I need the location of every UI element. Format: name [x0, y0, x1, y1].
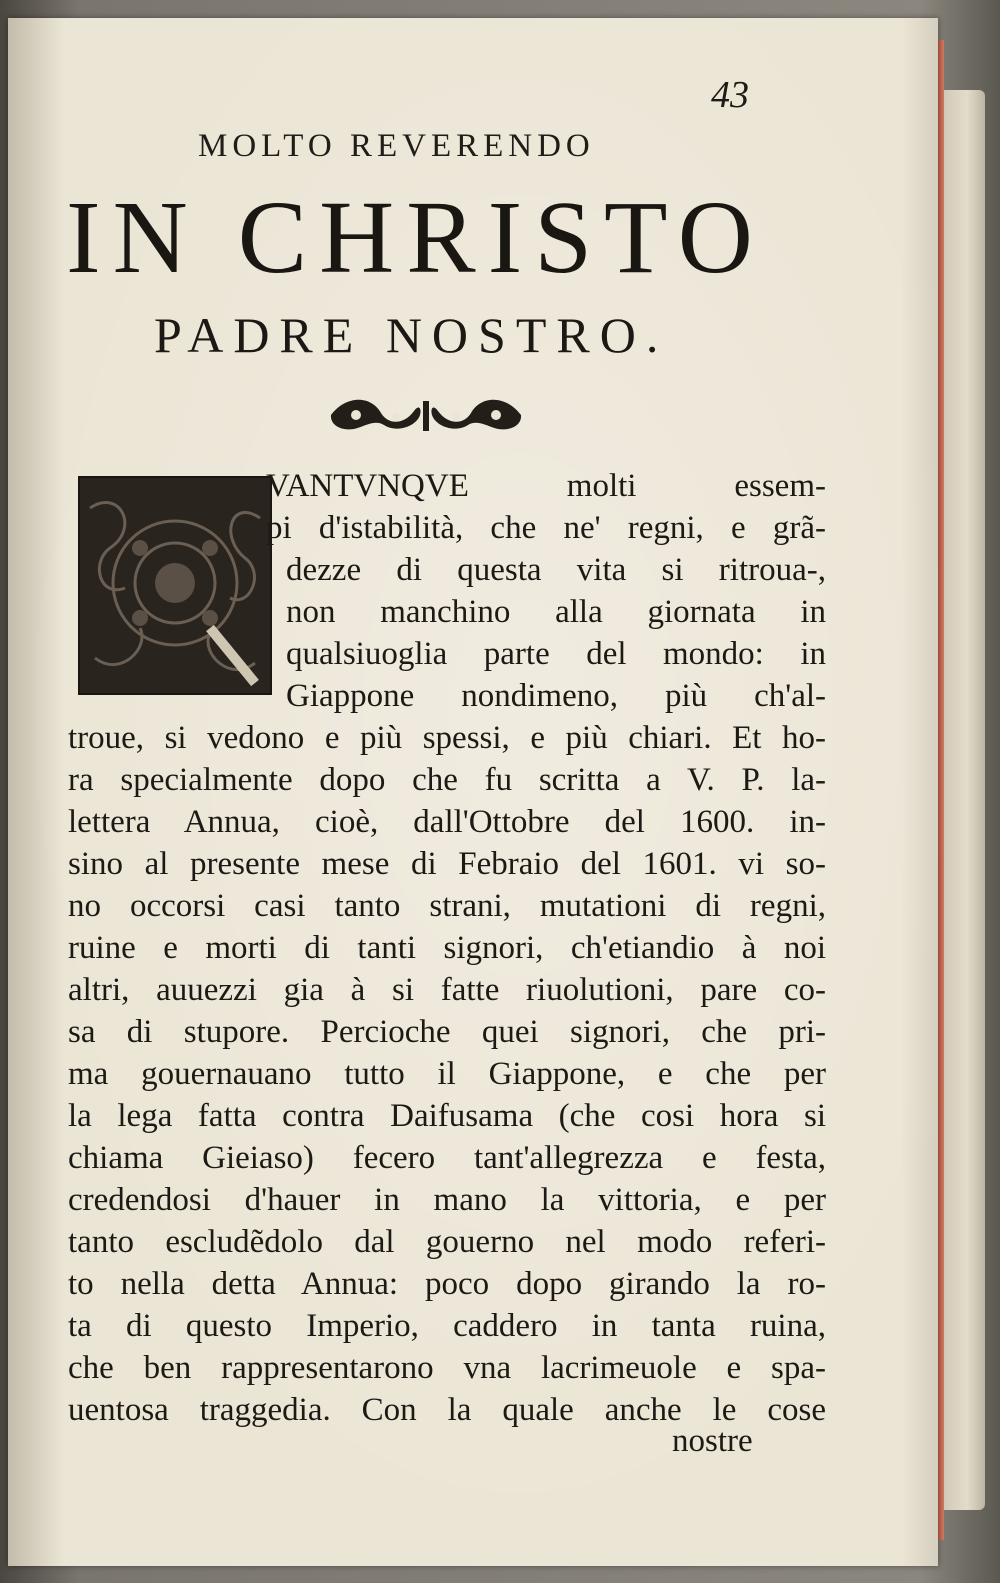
text-line: VANTVNQVE molti essem- [266, 468, 826, 504]
book-page [8, 18, 938, 1566]
text-line: ma gouernauano tutto il Giappone, e che per [68, 1056, 826, 1092]
text-line: uentosa traggedia. Con la quale anche le cose [68, 1392, 826, 1428]
header-in-christo: IN CHRISTO [66, 180, 765, 295]
text-line: sa di stupore. Percioche quei signori, che pri- [68, 1014, 826, 1050]
underlying-page-edge [940, 90, 985, 1510]
text-line: qualsiuoglia parte del mondo: in [286, 636, 826, 672]
text-line: altri, auuezzi gia à si fatte riuolutioni, pare co- [68, 972, 826, 1008]
header-molto-reverendo: MOLTO REVERENDO [198, 128, 595, 164]
text-line: ruine e morti di tanti signori, ch'etiandio à noi [68, 930, 826, 966]
text-line: troue, si vedono e più spessi, e più chiari. Et ho- [68, 720, 826, 756]
text-line: pi d'istabilità, che ne' regni, e grã- [266, 510, 826, 546]
text-line: tanto escludẽdolo dal gouerno nel modo referi- [68, 1224, 826, 1260]
text-line: Giappone nondimeno, più ch'al- [286, 678, 826, 714]
text-line: ra specialmente dopo che fu scritta a V. P. la- [68, 762, 826, 798]
text-line: chiama Gieiaso) fecero tant'allegrezza e festa, [68, 1140, 826, 1176]
text-line: lettera Annua, cioè, dall'Ottobre del 1600. in- [68, 804, 826, 840]
page-number: 43 [711, 74, 749, 116]
catchword: nostre [672, 1423, 753, 1459]
text-line: dezze di questa vita si ritroua-, [286, 552, 826, 588]
text-line: no occorsi casi tanto strani, mutationi di regni, [68, 888, 826, 924]
fleuron-ornament [326, 393, 526, 439]
text-line: non manchino alla giornata in [286, 594, 826, 630]
text-line: credendosi d'hauer in mano la vittoria, e per [68, 1182, 826, 1218]
text-line: to nella detta Annua: poco dopo girando la ro- [68, 1266, 826, 1302]
header-padre-nostro: PADRE NOSTRO. [154, 307, 669, 363]
text-line: sino al presente mese di Febraio del 1601. vi so- [68, 846, 826, 882]
text-line: che ben rappresentarono vna lacrimeuole e spa- [68, 1350, 826, 1386]
text-line: la lega fatta contra Daifusama (che cosi hora si [68, 1098, 826, 1134]
initial-ornament-icon [80, 478, 270, 693]
text-line: ta di questo Imperio, caddero in tanta ruina, [68, 1308, 826, 1344]
decorated-initial [78, 476, 272, 695]
